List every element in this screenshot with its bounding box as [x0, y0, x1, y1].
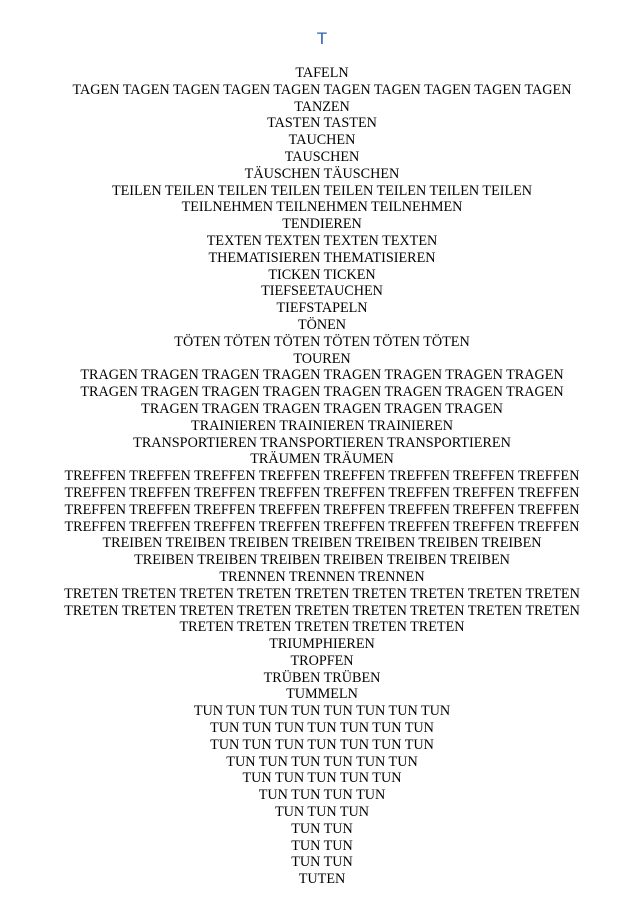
word-line: TUMMELN — [286, 686, 358, 703]
word-line: TRAGEN TRAGEN TRAGEN TRAGEN TRAGEN TRAGEN — [141, 400, 503, 417]
word-line: TÄUSCHEN TÄUSCHEN — [244, 165, 400, 182]
word-line: TUN TUN TUN TUN TUN TUN TUN — [210, 736, 434, 753]
word-line: TAFELN — [295, 65, 349, 81]
word-line: TUN TUN — [291, 854, 353, 871]
word-line: TIEFSEETAUCHEN — [261, 283, 383, 300]
word-line: TRENNEN TRENNEN TRENNEN — [219, 568, 425, 585]
word-line: TEXTEN TEXTEN TEXTEN TEXTEN — [206, 232, 438, 249]
word-list — [0, 65, 644, 888]
word-line: TRETEN TRETEN TRETEN TRETEN TRETEN — [179, 619, 465, 636]
word-line: TREFFEN TREFFEN TREFFEN TREFFEN TREFFEN TREFFEN TREFFEN TREFFEN — [64, 518, 580, 535]
word-line: TUN TUN TUN — [274, 804, 370, 821]
word-line: TREIBEN TREIBEN TREIBEN TREIBEN TREIBEN TREIBEN — [134, 552, 510, 569]
section-heading: T — [316, 29, 328, 48]
word-line: TUN TUN TUN TUN TUN TUN TUN — [210, 720, 434, 737]
word-line: TEILEN TEILEN TEILEN TEILEN TEILEN TEILEN TEILEN TEILEN — [111, 182, 533, 199]
word-line: TRAGEN TRAGEN TRAGEN TRAGEN TRAGEN TRAGEN TRAGEN TRAGEN — [80, 367, 564, 384]
word-line: TROPFEN — [290, 652, 354, 669]
word-line: TANZEN — [294, 98, 350, 115]
word-line: TREFFEN TREFFEN TREFFEN TREFFEN TREFFEN TREFFEN TREFFEN TREFFEN — [64, 501, 580, 518]
word-line: TASTEN TASTEN — [267, 115, 377, 132]
word-line: TUN TUN TUN TUN TUN — [242, 770, 402, 787]
word-line: TUN TUN TUN TUN — [258, 787, 386, 804]
word-line: TREFFEN TREFFEN TREFFEN TREFFEN TREFFEN TREFFEN TREFFEN TREFFEN — [64, 468, 580, 485]
word-line: TREIBEN TREIBEN TREIBEN TREIBEN TREIBEN TREIBEN TREIBEN — [102, 535, 542, 552]
word-line: TRETEN TRETEN TRETEN TRETEN TRETEN TRETEN TRETEN TRETEN TRETEN — [64, 602, 580, 619]
word-line: TRAGEN TRAGEN TRAGEN TRAGEN TRAGEN TRAGEN TRAGEN TRAGEN — [80, 384, 564, 401]
word-line: TAGEN TAGEN TAGEN TAGEN TAGEN TAGEN TAGEN TAGEN TAGEN TAGEN — [72, 81, 572, 98]
word-line: TAUCHEN — [288, 132, 356, 149]
word-line: TRANSPORTIEREN TRANSPORTIEREN TRANSPORTIEREN — [133, 434, 511, 451]
word-line: TEILNEHMEN TEILNEHMEN TEILNEHMEN — [181, 199, 463, 216]
word-line: TREFFEN TREFFEN TREFFEN TREFFEN TREFFEN TREFFEN TREFFEN TREFFEN — [64, 484, 580, 501]
word-line: TUN TUN TUN TUN TUN TUN TUN TUN — [193, 703, 451, 720]
word-line: TICKEN TICKEN — [268, 266, 376, 283]
word-line: TRÜBEN TRÜBEN — [263, 669, 381, 686]
word-line: TUN TUN — [291, 820, 353, 837]
word-line: THEMATISIEREN THEMATISIEREN — [208, 249, 436, 266]
word-line: TUTEN — [298, 871, 346, 888]
word-line: TUN TUN — [291, 837, 353, 854]
word-line: TRETEN TRETEN TRETEN TRETEN TRETEN TRETEN TRETEN TRETEN TRETEN — [64, 585, 580, 602]
word-line: TOUREN — [293, 350, 351, 367]
word-line: TRAINIEREN TRAINIEREN TRAINIEREN — [191, 417, 453, 434]
word-line: TÖTEN TÖTEN TÖTEN TÖTEN TÖTEN TÖTEN — [174, 333, 470, 350]
word-line: TAUSCHEN — [284, 148, 360, 165]
word-line: TRÄUMEN TRÄUMEN — [250, 451, 394, 468]
word-line: TÖNEN — [297, 316, 347, 333]
word-line: TRIUMPHIEREN — [269, 636, 375, 653]
word-line: TUN TUN TUN TUN TUN TUN — [226, 753, 418, 770]
word-line: TENDIEREN — [282, 216, 362, 233]
word-line: TIEFSTAPELN — [276, 300, 368, 317]
